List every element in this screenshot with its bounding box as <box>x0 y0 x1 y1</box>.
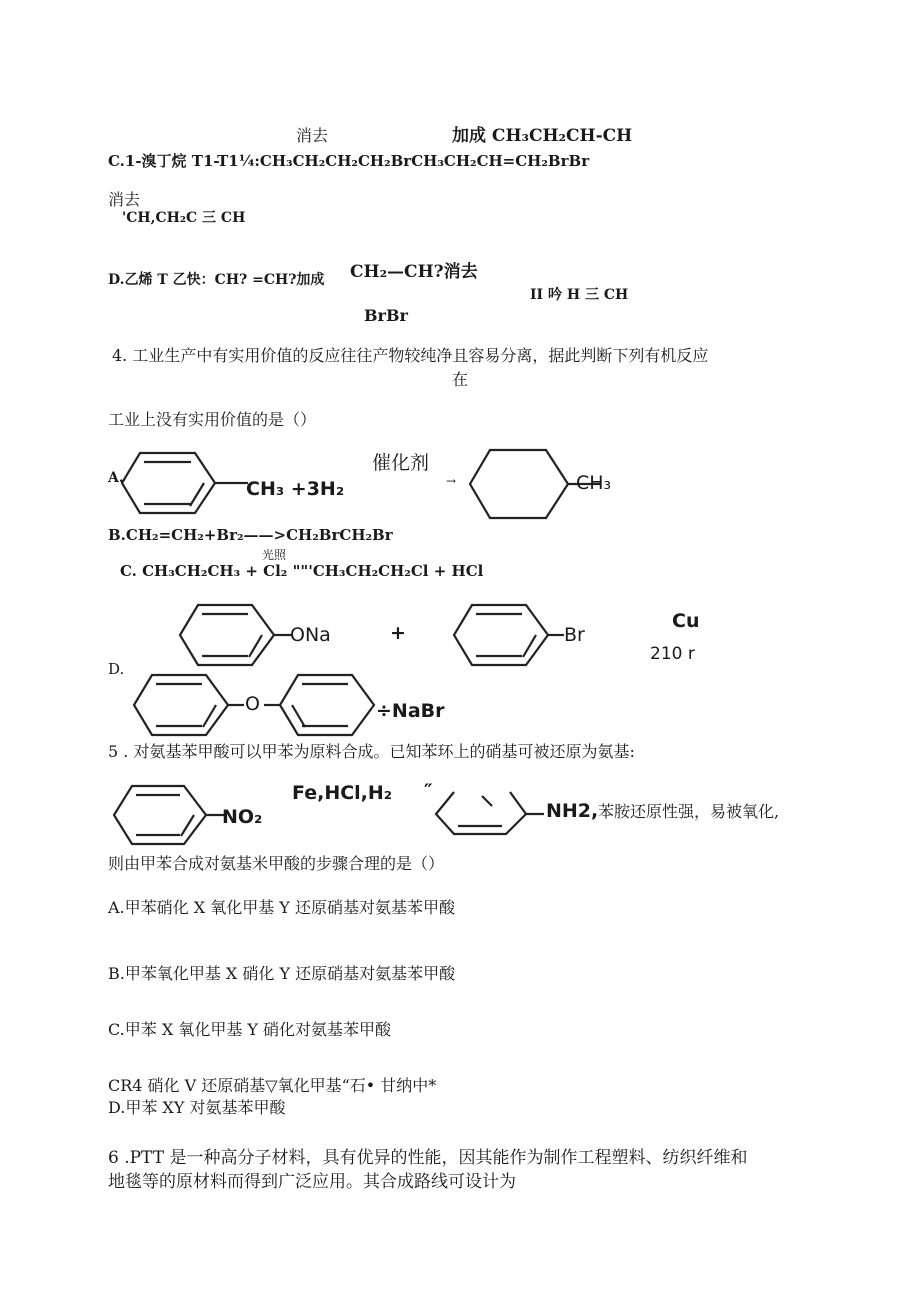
q4-d-nabr: ÷NaBr <box>376 700 445 722</box>
q4-stem-line1: 4. 工业生产中有实用价值的反应往往产物较纯净且容易分离，据此判断下列有机反应 <box>112 346 709 365</box>
q5-nh2-tail: 苯胺还原性强，易被氧化, <box>598 802 780 821</box>
q4-d-ona: ONa <box>290 624 331 646</box>
q5-option-a: A.甲苯硝化 X 氧化甲基 Y 还原硝基对氨基苯甲酸 <box>108 898 455 917</box>
q5-stem: 5 . 对氨基苯甲酸可以甲苯为原料合成。已知苯环上的硝基可被还原为氨基: <box>108 742 635 761</box>
d3-below: BrBr <box>364 306 408 325</box>
d3-formula: CH₂—CH?消去 <box>350 262 478 282</box>
q4-d-plus: + <box>390 622 406 644</box>
q5-quote: ″ <box>424 780 433 802</box>
q4-d-label: D. <box>108 660 125 678</box>
c3-above-left: 消去 <box>296 126 329 145</box>
q4-stem-line2: 工业上没有实用价值的是（） <box>108 410 317 429</box>
q6-line1: 6 .PTT 是一种高分子材料，具有优异的性能，因其能作为制作工程塑料、纺织纤维和 <box>108 1148 748 1168</box>
q5-reagents: Fe,HCl,H₂ <box>292 782 393 804</box>
q4-stem-line1-cont: 在 <box>452 370 469 389</box>
c3-next-formula: 'CH,CH₂C 三 CH <box>122 210 246 226</box>
aniline-ring <box>436 774 546 838</box>
benzene-ring-d1 <box>180 602 290 668</box>
q4-d-br: Br <box>564 624 585 646</box>
q4-a-product-group: CH₃ <box>576 472 612 494</box>
benzene-ring-a <box>120 448 220 518</box>
q5-no2: NO₂ <box>222 806 263 828</box>
q4-a-reactant: CH₃ +3H₂ <box>246 478 345 500</box>
c3-next-label: 消去 <box>108 190 141 209</box>
q4-c-text: C. CH₃CH₂CH₃ + Cl₂ ""'CH₃CH₂CH₂Cl + HCl <box>120 562 484 580</box>
benzene-ring-d2 <box>454 602 564 668</box>
q5-option-d-line2: D.甲苯 XY 对氨基苯甲酸 <box>108 1098 286 1117</box>
nitrobenzene-ring <box>114 784 224 848</box>
q4-c-light: 光照 <box>262 548 287 562</box>
q4-a-catalyst: 催化剂 <box>372 452 430 474</box>
q6-line2: 地毯等的原材料而得到广泛应用。其合成路线可设计为 <box>108 1172 516 1192</box>
q4-a-label: A. <box>108 470 124 486</box>
q4-a-arrow: → <box>446 474 457 488</box>
cyclohexane-ring <box>468 446 578 522</box>
q5-option-b: B.甲苯氧化甲基 X 硝化 Y 还原硝基对氨基苯甲酸 <box>108 964 456 983</box>
q4-d-cat: Cu <box>672 610 700 632</box>
q4-d-temp: 210 r <box>650 644 695 664</box>
q5-option-d-line1: CR4 硝化 V 还原硝基▽氧化甲基“石• 甘纳中* <box>108 1076 437 1095</box>
q4-b-text: B.CH₂=CH₂+Br₂——>CH₂BrCH₂Br <box>108 526 393 544</box>
d3-right: II 吟 H 三 CH <box>530 287 629 303</box>
q5-option-c: C.甲苯 X 氧化甲基 Y 硝化对氨基苯甲酸 <box>108 1020 392 1039</box>
c3-line: C.1-溴丁烷 T1-T1¼:CH₃CH₂CH₂CH₂BrCH₃CH₂CH=CH₂BrBr <box>108 152 590 170</box>
d3-line: D.乙烯 T 乙快：CH? =CH?加成 <box>108 272 325 288</box>
q5-nh2: NH2, <box>546 800 599 822</box>
c3-above-right: 加成 CH₃CH₂CH-CH <box>452 126 633 146</box>
q5-stem2: 则由甲苯合成对氨基米甲酸的步骤合理的是（） <box>108 854 445 873</box>
q4-d-o: O <box>245 693 260 715</box>
